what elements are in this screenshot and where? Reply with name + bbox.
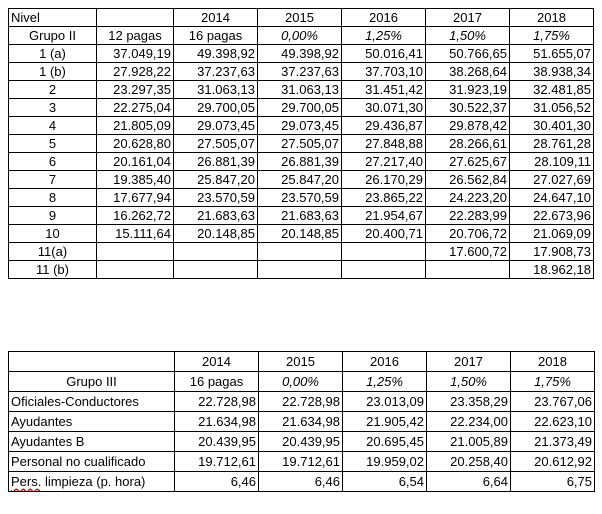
header-row-years [9, 352, 595, 372]
value-cell: 20.612,92 [511, 452, 595, 472]
row-label: Oficiales-Conductores [9, 392, 175, 412]
row-label: Ayudantes [9, 412, 175, 432]
header-cell: 0,00% [259, 372, 343, 392]
header-cell: 2015 [259, 352, 343, 372]
value-cell: 26.562,84 [426, 171, 510, 189]
value-cell: 25.847,20 [174, 171, 258, 189]
value-cell: 22.283,99 [426, 207, 510, 225]
value-cell: 30.401,30 [510, 117, 594, 135]
value-cell: 37.237,63 [258, 63, 342, 81]
header-cell: 1,25% [342, 27, 426, 45]
value-cell: 31.063,13 [174, 81, 258, 99]
value-cell [258, 243, 342, 261]
value-cell: 50.016,41 [342, 45, 426, 63]
value-cell: 20.706,72 [426, 225, 510, 243]
value-cell: 27.027,69 [510, 171, 594, 189]
value-cell [426, 261, 510, 279]
value-cell: 28.109,11 [510, 153, 594, 171]
value-cell: 28.266,61 [426, 135, 510, 153]
value-cell: 22.728,98 [175, 392, 259, 412]
table-row [9, 99, 594, 117]
value-cell: 21.683,63 [258, 207, 342, 225]
table-row [9, 243, 594, 261]
value-cell: 37.703,10 [342, 63, 426, 81]
row-label: 1 (a) [9, 45, 97, 63]
header-cell: 1,75% [511, 372, 595, 392]
value-cell: 19.712,61 [175, 452, 259, 472]
value-cell: 20.148,85 [174, 225, 258, 243]
row-label: 11(a) [9, 243, 97, 261]
row-label: 8 [9, 189, 97, 207]
value-cell: 31.056,52 [510, 99, 594, 117]
table-row [9, 412, 595, 432]
value-cell: 19.712,61 [259, 452, 343, 472]
value-cell: 26.881,39 [258, 153, 342, 171]
value-cell: 37.237,63 [174, 63, 258, 81]
header-row-years [9, 9, 594, 27]
row-label: 7 [9, 171, 97, 189]
header-group: Grupo III [9, 372, 175, 392]
grupo-ii-salary-table [8, 8, 594, 279]
value-cell: 23.013,09 [343, 392, 427, 412]
value-cell: 18.962,18 [510, 261, 594, 279]
header-cell: 12 pagas [97, 27, 174, 45]
value-cell: 26.170,29 [342, 171, 426, 189]
value-cell: 21.805,09 [97, 117, 174, 135]
value-cell: 27.928,22 [97, 63, 174, 81]
value-cell: 23.570,59 [258, 189, 342, 207]
header-cell [9, 352, 175, 372]
value-cell: 17.677,94 [97, 189, 174, 207]
header-cell: 2015 [258, 9, 342, 27]
value-cell: 31.923,19 [426, 81, 510, 99]
header-cell: 1,75% [510, 27, 594, 45]
value-cell: 27.505,07 [258, 135, 342, 153]
value-cell [258, 261, 342, 279]
value-cell: 38.268,64 [426, 63, 510, 81]
value-cell: 21.634,98 [259, 412, 343, 432]
table-row [9, 45, 594, 63]
value-cell: 24.223,20 [426, 189, 510, 207]
value-cell: 23.865,22 [342, 189, 426, 207]
table-row [9, 135, 594, 153]
row-label: 9 [9, 207, 97, 225]
value-cell: 23.297,35 [97, 81, 174, 99]
value-cell: 31.063,13 [258, 81, 342, 99]
value-cell: 29.073,45 [258, 117, 342, 135]
header-row-subheaders [9, 372, 595, 392]
value-cell: 21.905,42 [343, 412, 427, 432]
value-cell: 21.634,98 [175, 412, 259, 432]
value-cell [174, 261, 258, 279]
value-cell: 20.439,95 [259, 432, 343, 452]
value-cell: 27.848,88 [342, 135, 426, 153]
grupo-iii-table-body [9, 352, 595, 492]
header-cell: 16 pagas [174, 27, 258, 45]
table-row [9, 261, 594, 279]
value-cell: 20.148,85 [258, 225, 342, 243]
table-row [9, 117, 594, 135]
value-cell: 17.908,73 [510, 243, 594, 261]
header-cell: 2016 [342, 9, 426, 27]
value-cell: 20.400,71 [342, 225, 426, 243]
value-cell: 23.767,06 [511, 392, 595, 412]
value-cell: 6,75 [511, 472, 595, 492]
row-label: 11 (b) [9, 261, 97, 279]
value-cell: 28.761,28 [510, 135, 594, 153]
table-row [9, 153, 594, 171]
header-cell: 16 pagas [175, 372, 259, 392]
value-cell: 32.481,85 [510, 81, 594, 99]
value-cell: 22.623,10 [511, 412, 595, 432]
value-cell: 24.647,10 [510, 189, 594, 207]
value-cell: 6,54 [343, 472, 427, 492]
row-label: 6 [9, 153, 97, 171]
header-row-subheaders [9, 27, 594, 45]
value-cell: 6,46 [175, 472, 259, 492]
value-cell: 25.847,20 [258, 171, 342, 189]
value-cell: 23.570,59 [174, 189, 258, 207]
value-cell: 29.073,45 [174, 117, 258, 135]
value-cell: 20.258,40 [427, 452, 511, 472]
value-cell: 20.439,95 [175, 432, 259, 452]
value-cell: 29.700,05 [174, 99, 258, 117]
table-row [9, 472, 595, 492]
header-cell: 2018 [511, 352, 595, 372]
value-cell: 27.217,40 [342, 153, 426, 171]
header-cell: 1,25% [343, 372, 427, 392]
value-cell: 29.878,42 [426, 117, 510, 135]
value-cell: 30.522,37 [426, 99, 510, 117]
value-cell: 20.695,45 [343, 432, 427, 452]
value-cell: 20.161,04 [97, 153, 174, 171]
table-row [9, 452, 595, 472]
value-cell: 15.111,64 [97, 225, 174, 243]
table-row [9, 81, 594, 99]
header-group: Grupo II [9, 27, 97, 45]
value-cell: 21.373,49 [511, 432, 595, 452]
header-cell: 0,00% [258, 27, 342, 45]
header-cell: 2018 [510, 9, 594, 27]
value-cell: 29.436,87 [342, 117, 426, 135]
value-cell: 51.655,07 [510, 45, 594, 63]
header-cell: 2014 [174, 9, 258, 27]
spellcheck-word: Pers. [11, 473, 42, 489]
table-row [9, 207, 594, 225]
value-cell: 21.069,09 [510, 225, 594, 243]
value-cell [342, 261, 426, 279]
header-cell: 2017 [426, 9, 510, 27]
value-cell [174, 243, 258, 261]
value-cell: 27.505,07 [174, 135, 258, 153]
table-row [9, 392, 595, 412]
row-label: 2 [9, 81, 97, 99]
row-label: Pers. limpieza (p. hora) [9, 472, 175, 492]
value-cell: 49.398,92 [258, 45, 342, 63]
header-cell: 2014 [175, 352, 259, 372]
grupo-iii-salary-table [8, 351, 595, 492]
value-cell: 19.959,02 [343, 452, 427, 472]
value-cell [342, 243, 426, 261]
value-cell: 22.728,98 [259, 392, 343, 412]
row-label: Ayudantes B [9, 432, 175, 452]
value-cell [97, 243, 174, 261]
value-cell: 22.275,04 [97, 99, 174, 117]
value-cell: 17.600,72 [426, 243, 510, 261]
header-cell: 1,50% [426, 27, 510, 45]
value-cell: 21.954,67 [342, 207, 426, 225]
value-cell: 21.005,89 [427, 432, 511, 452]
value-cell: 16.262,72 [97, 207, 174, 225]
table-row [9, 63, 594, 81]
value-cell: 23.358,29 [427, 392, 511, 412]
row-label: 4 [9, 117, 97, 135]
value-cell: 37.049,19 [97, 45, 174, 63]
grupo-ii-table-body [9, 9, 594, 279]
value-cell: 6,64 [427, 472, 511, 492]
table-row [9, 432, 595, 452]
value-cell: 27.625,67 [426, 153, 510, 171]
row-label: Personal no cualificado [9, 452, 175, 472]
row-label: 10 [9, 225, 97, 243]
value-cell: 22.234,00 [427, 412, 511, 432]
header-cell: 1,50% [427, 372, 511, 392]
value-cell: 21.683,63 [174, 207, 258, 225]
value-cell: 50.766,65 [426, 45, 510, 63]
header-cell: 2016 [343, 352, 427, 372]
value-cell: 30.071,30 [342, 99, 426, 117]
table-row [9, 189, 594, 207]
header-cell: 2017 [427, 352, 511, 372]
value-cell: 22.673,96 [510, 207, 594, 225]
value-cell [97, 261, 174, 279]
row-label: 1 (b) [9, 63, 97, 81]
value-cell: 19.385,40 [97, 171, 174, 189]
value-cell: 38.938,34 [510, 63, 594, 81]
row-label: 5 [9, 135, 97, 153]
header-cell [97, 9, 174, 27]
value-cell: 26.881,39 [174, 153, 258, 171]
value-cell: 29.700,05 [258, 99, 342, 117]
header-nivel: Nivel [9, 9, 97, 27]
row-label: 3 [9, 99, 97, 117]
table-row [9, 225, 594, 243]
value-cell: 31.451,42 [342, 81, 426, 99]
table-row [9, 171, 594, 189]
value-cell: 20.628,80 [97, 135, 174, 153]
value-cell: 6,46 [259, 472, 343, 492]
value-cell: 49.398,92 [174, 45, 258, 63]
